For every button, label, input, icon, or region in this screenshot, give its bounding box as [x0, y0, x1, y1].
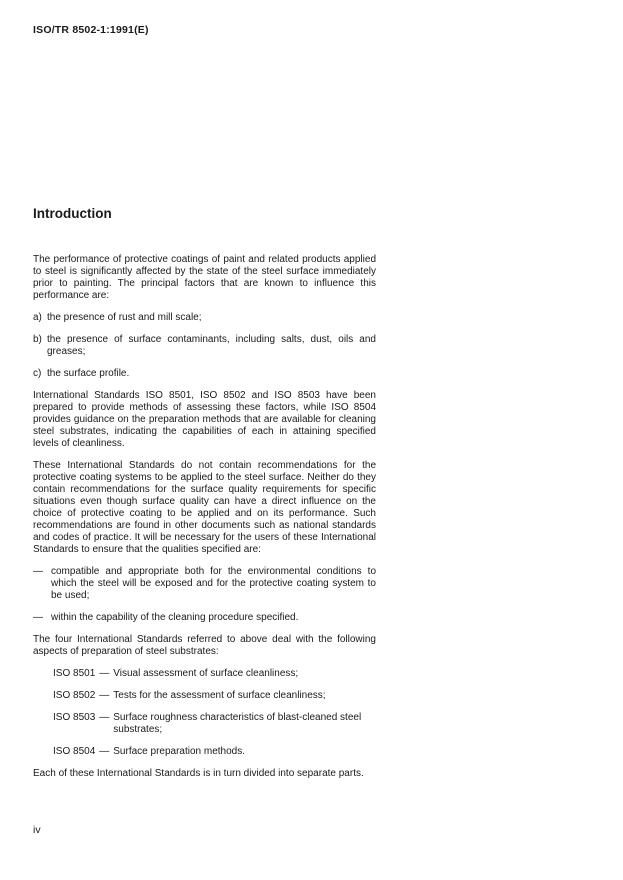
standard-code: ISO 8501 — [53, 668, 96, 679]
list-item-text: the presence of rust and mill scale; — [47, 312, 202, 323]
document-id-header: ISO/TR 8502-1:1991(E) — [33, 24, 149, 36]
list-item — [33, 312, 376, 324]
standard-description: Surface preparation methods. — [113, 746, 246, 757]
dash-item-text: compatible and appropriate both for the environmental conditions to which the steel will be exposed and for the protective coating system to be used; — [51, 566, 376, 601]
standard-code: ISO 8503 — [53, 712, 96, 723]
intro-paragraph: The performance of protective coatings of paint and related products applied to steel is significantly affected by the state of the steel surface immediately prior to painting. The principal factors that are known to influence this performance are: — [33, 254, 376, 301]
standards-overview-paragraph: International Standards ISO 8501, ISO 8502 and ISO 8503 have been prepared to provide methods of assessing these factors, while ISO 8504 provides guidance on the preparation methods that are available for cleaning steel substrates, indicating the capabilities of each in attaining specified levels of cleanliness. — [33, 390, 376, 449]
dash-list-item — [33, 612, 376, 624]
list-marker: a) — [33, 312, 42, 323]
dash-list-item — [33, 566, 376, 602]
section-title: Introduction — [33, 206, 112, 221]
standard-description: Surface roughness characteristics of blast-cleaned steel substrates; — [113, 712, 362, 735]
standard-separator: — — [99, 668, 110, 679]
standard-separator: — — [99, 712, 110, 723]
section-body — [33, 254, 376, 790]
standard-description: Visual assessment of surface cleanliness; — [113, 668, 299, 679]
list-marker: c) — [33, 368, 42, 379]
dash-item-text: within the capability of the cleaning procedure specified. — [51, 612, 299, 623]
standard-entry — [53, 746, 376, 758]
aspects-paragraph: The four International Standards referred to above deal with the following aspects of preparation of steel substrates: — [33, 634, 376, 657]
standard-separator: — — [99, 746, 110, 757]
standard-entry — [53, 668, 376, 680]
list-item — [33, 334, 376, 358]
list-item — [33, 368, 376, 380]
list-item-text: the surface profile. — [47, 368, 130, 379]
standard-code: ISO 8504 — [53, 746, 96, 757]
dash-marker: — — [33, 612, 43, 623]
page-number: iv — [33, 824, 41, 836]
list-item-text: the presence of surface contaminants, including salts, dust, oils and greases; — [47, 334, 376, 357]
standard-entry — [53, 712, 376, 736]
dash-marker: — — [33, 566, 43, 577]
recommendations-paragraph: These International Standards do not contain recommendations for the protective coating systems to be applied to the steel surface. Neither do they contain recommendations for the surface quality requirements for specific situations even though surface quality can have a direct influence on the choice of protective coating to be applied and on its performance. Such recommendations are found in other documents such as national standards and codes of practice. It will be necessary for the users of these International Standards to ensure that the qualities specified are: — [33, 460, 376, 555]
standard-separator: — — [99, 690, 110, 701]
standard-code: ISO 8502 — [53, 690, 96, 701]
standard-entry — [53, 690, 376, 702]
parts-paragraph: Each of these International Standards is in turn divided into separate parts. — [33, 768, 364, 779]
standard-description: Tests for the assessment of surface cleanliness; — [113, 690, 326, 701]
list-marker: b) — [33, 334, 42, 345]
